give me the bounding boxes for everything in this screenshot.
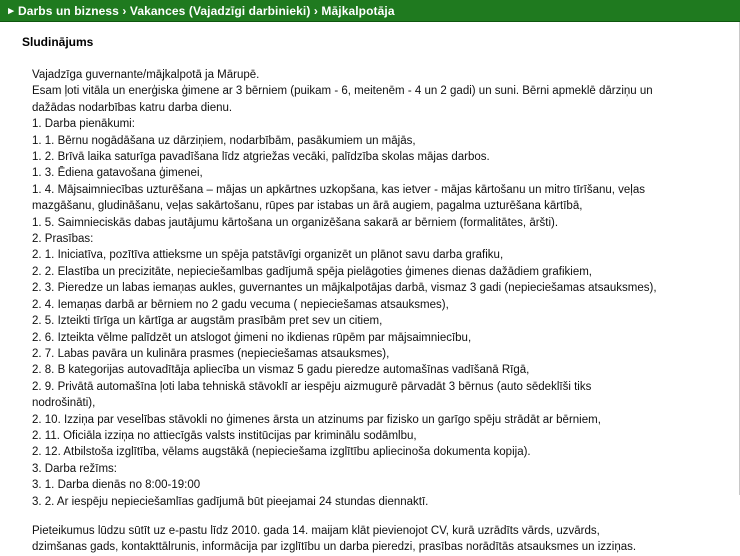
body-paragraph: Vajadzīga guvernante/mājkalpotā ja Mārupē. [32, 69, 260, 81]
breadcrumb-text[interactable]: Darbs un bizness › Vakances (Vajadzīgi darbinieki) › Mājkalpotāja [18, 3, 395, 18]
body-paragraph: 1. 5. Saimnieciskās dabas jautājumu kārtošana un organizēšana sakarā ar bērniem (formalitātes, āršti). [32, 216, 559, 229]
body-paragraph: 2. 5. Izteikti tīrīga un kārtīga ar augstām prasībām pret sev un citiem, [32, 315, 383, 328]
body-paragraph: 2. 6. Izteikta vēlme palīdzēt un atslogot ģimeni no ikdienas rūpēm par mājsaimniecību, [32, 331, 472, 344]
body-paragraph: 2. 12. Atbilstoša izglītība, vēlams augstākā (nepieciešama izglītību apliecinoša dokumenta kopija). [32, 446, 531, 459]
body-paragraph: 2. 9. Privātā automašīna ļoti laba tehniskā stāvoklī ar iespēju aizmugurē pārvadāt 3 bērnus (auto sēdeklīši tiks [32, 380, 592, 393]
document-content [0, 22, 740, 554]
body-paragraph: dažādas nodarbības katru darba dienu. [32, 101, 233, 114]
body-paragraph: Pieteikumus lūdzu sūtīt uz e-pastu līdz 2010. gada 14. maijam klāt pievienojot CV, kurā uzrādīts vārds, uzvārds, [32, 524, 600, 537]
body-paragraph: 1. 2. Brīvā laika saturīga pavadīšana līdz atgriežas vecāki, palīdzība skolas mājas darbos. [32, 151, 490, 164]
body-paragraph: 1. 3. Ēdiena gatavošana ģimenei, [32, 167, 203, 180]
content-left-edge [0, 22, 1, 495]
body-paragraph: 2. 8. B kategorijas autovadītāja apliecība un vismaz 5 gadu pieredze automašīnas vadīšanā Rīgā, [32, 364, 530, 377]
body-paragraph: dzimšanas gads, kontakttālrunis, informācija par izglītību un darba pieredzi, prasības norādītās atsauksmes un izziņas. [32, 541, 637, 554]
breadcrumb[interactable] [0, 0, 740, 22]
body-paragraph: 2. 2. Elastība un precizitāte, nepieciešamlbas gadījumā spēja pielāgoties ģimenes dienas dažādiem grafikiem, [32, 265, 592, 278]
body-paragraph: 3. Darba režīms: [32, 462, 117, 475]
body-paragraph: mazgāšanu, gludināšanu, veļas sakārtošanu, rūpes par istabas un ārā augiem, pagalma uzturēšana kārtībā, [32, 200, 583, 213]
body-paragraph: 1. 4. Mājsaimniecības uzturēšana – mājas un apkārtnes uzkopšana, kas ietver - mājas kārtošanu un mitro tīrīšanu, veļas [32, 183, 645, 196]
body-paragraph: Esam ļoti vitāla un enerģiska ģimene ar 3 bērniem (puikam - 6, meitenēm - 4 un 2 gadi) un suni. Bērni apmeklē dārziņu un [32, 85, 653, 98]
body-paragraph: 1. Darba pienākumi: [32, 118, 135, 131]
body-paragraph: 2. 11. Oficiāla izziņa no attiecīgās valsts institūcijas par kriminālu sodāmlbu, [32, 429, 417, 442]
page-title: Sludinājums [22, 35, 94, 49]
body-paragraph: 3. 1. Darba dienās no 8:00-19:00 [32, 479, 201, 492]
body-paragraph: 2. Prasības: [32, 233, 94, 246]
chevron-right-icon: ▸ [8, 5, 14, 17]
body-paragraph: 2. 7. Labas pavāra un kulināra prasmes (nepieciešamas atsauksmes), [32, 347, 390, 360]
body-paragraph: 2. 10. Izziņa par veselības stāvokli no ģimenes ārsta un atzinums par fizisko un garīgo spēju strādāt ar bērniem, [32, 413, 601, 426]
body-paragraph: 2. 4. Iemaņas darbā ar bērniem no 2 gadu vecuma ( nepieciešamas atsauksmes), [32, 298, 449, 311]
body-paragraph: nodrošināti), [32, 397, 96, 410]
body-paragraph: 1. 1. Bērnu nogādāšana uz dārziņiem, nodarbībām, pasākumiem un mājās, [32, 134, 416, 147]
body-paragraph: 2. 1. Iniciatīva, pozītīva attieksme un spēja patstāvīgi organizēt un plānot savu darba grafiku, [32, 249, 504, 262]
body-paragraph: 3. 2. Ar iespēju nepieciešamlīas gadījumā būt pieejamai 24 stundas diennaktī. [32, 495, 429, 508]
advertisement-body [32, 67, 719, 556]
body-paragraph: 2. 3. Pieredze un labas iemaņas aukles, guvernantes un mājkalpotājas darbā, vismaz 3 gadi (nepieciešamas atsauksmes), [32, 282, 657, 295]
